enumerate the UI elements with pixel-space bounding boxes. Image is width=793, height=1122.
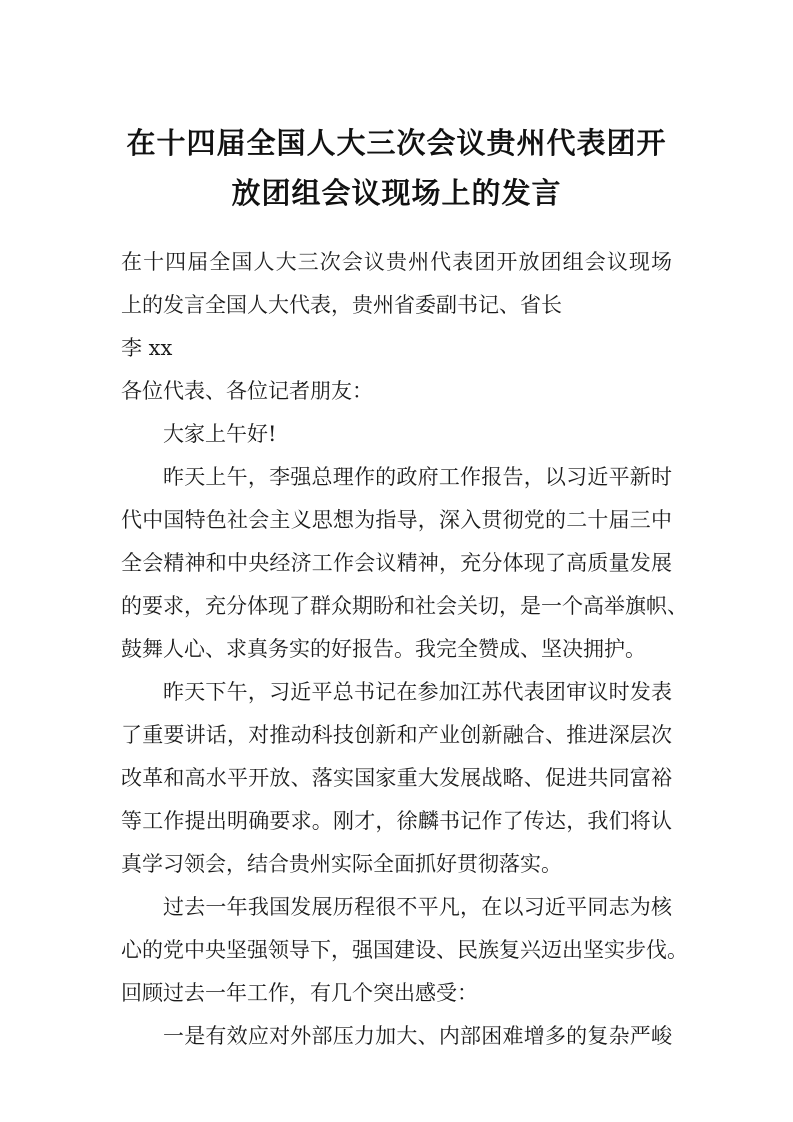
paragraph-line: 等工作提出明确要求。刚才，徐麟书记作了传达，我们将认 [121, 809, 672, 833]
paragraph-line: 心的党中央坚强领导下，强国建设、民族复兴迈出坚实步伐。 [121, 938, 688, 962]
subtitle-line-1: 在十四届全国人大三次会议贵州代表团开放团组会议现场 [121, 250, 672, 274]
salutation: 各位代表、各位记者朋友： [121, 379, 373, 403]
paragraph-line: 回顾过去一年工作，有几个突出感受： [121, 981, 478, 1005]
paragraph-line: 真学习领会，结合贵州实际全面抓好贯彻落实。 [121, 852, 562, 876]
paragraph-line: 过去一年我国发展历程很不平凡，在以习近平同志为核 [163, 895, 672, 919]
paragraph-line: 昨天下午，习近平总书记在参加江苏代表团审议时发表 [163, 680, 672, 704]
paragraph-line: 代中国特色社会主义思想为指导，深入贯彻党的二十届三中 [121, 508, 672, 532]
author-name: 李 xx [121, 336, 173, 360]
greeting: 大家上午好! [163, 422, 277, 446]
document-title-line-1: 在十四届全国人大三次会议贵州代表团开 [126, 126, 667, 160]
document-title-line-2: 放团组会议现场上的发言 [231, 176, 562, 210]
paragraph-line: 鼓舞人心、求真务实的好报告。我完全赞成、坚决拥护。 [121, 637, 646, 661]
paragraph-line: 一是有效应对外部压力加大、内部困难增多的复杂严峻 [163, 1024, 672, 1048]
subtitle-line-2: 上的发言全国人大代表，贵州省委副书记、省长 [121, 293, 562, 317]
paragraph-line: 的要求，充分体现了群众期盼和社会关切，是一个高举旗帜、 [121, 594, 688, 618]
paragraph-line: 改革和高水平开放、落实国家重大发展战略、促进共同富裕 [121, 766, 672, 790]
paragraph-line: 昨天上午，李强总理作的政府工作报告，以习近平新时 [163, 465, 672, 489]
paragraph-line: 了重要讲话，对推动科技创新和产业创新融合、推进深层次 [121, 723, 672, 747]
paragraph-line: 全会精神和中央经济工作会议精神，充分体现了高质量发展 [121, 551, 672, 575]
